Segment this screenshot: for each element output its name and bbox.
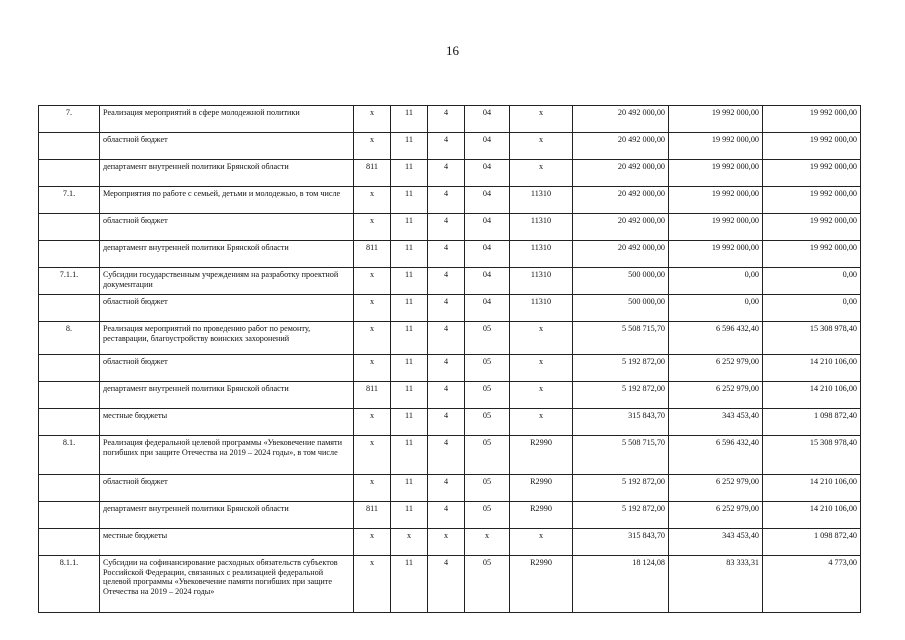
row-amount-year-2: 6 596 432,40 bbox=[669, 436, 763, 475]
table-row bbox=[39, 436, 861, 475]
row-name: департамент внутренней политики Брянской области bbox=[100, 160, 354, 187]
row-name: департамент внутренней политики Брянской области bbox=[100, 382, 354, 409]
row-csr: 05 bbox=[465, 382, 510, 409]
budget-table bbox=[38, 105, 861, 613]
row-pr: 4 bbox=[428, 409, 465, 436]
row-number bbox=[39, 160, 100, 187]
row-grbs: 811 bbox=[354, 160, 391, 187]
row-csr: 04 bbox=[465, 241, 510, 268]
row-amount-year-2: 0,00 bbox=[669, 295, 763, 322]
row-name: Субсидии на софинансирование расходных обязательств субъектов Российской Федерации, связанных с реализацией федеральной целевой программы «Увековечение памяти погибших при защите Отечества на 2019 – 2024 годы» bbox=[100, 556, 354, 613]
row-pr: 4 bbox=[428, 268, 465, 295]
row-grbs: x bbox=[354, 214, 391, 241]
table-row bbox=[39, 529, 861, 556]
row-pr: 4 bbox=[428, 187, 465, 214]
row-amount-year-3: 19 992 000,00 bbox=[763, 160, 861, 187]
row-number bbox=[39, 133, 100, 160]
table-row bbox=[39, 241, 861, 268]
row-amount-year-1: 20 492 000,00 bbox=[573, 214, 669, 241]
row-csr-code: x bbox=[510, 529, 573, 556]
row-csr-code: x bbox=[510, 106, 573, 133]
row-rz: 11 bbox=[391, 475, 428, 502]
row-pr: 4 bbox=[428, 436, 465, 475]
row-amount-year-1: 20 492 000,00 bbox=[573, 187, 669, 214]
row-amount-year-3: 19 992 000,00 bbox=[763, 214, 861, 241]
row-amount-year-1: 315 843,70 bbox=[573, 529, 669, 556]
row-name: областной бюджет bbox=[100, 133, 354, 160]
row-rz: 11 bbox=[391, 322, 428, 355]
row-amount-year-1: 20 492 000,00 bbox=[573, 241, 669, 268]
row-number: 7. bbox=[39, 106, 100, 133]
row-number: 8.1.1. bbox=[39, 556, 100, 613]
row-amount-year-1: 5 192 872,00 bbox=[573, 502, 669, 529]
row-csr: 04 bbox=[465, 133, 510, 160]
row-amount-year-3: 19 992 000,00 bbox=[763, 187, 861, 214]
row-amount-year-2: 83 333,31 bbox=[669, 556, 763, 613]
row-amount-year-1: 20 492 000,00 bbox=[573, 160, 669, 187]
row-csr-code: x bbox=[510, 355, 573, 382]
row-number bbox=[39, 475, 100, 502]
table-row bbox=[39, 556, 861, 613]
row-name: Мероприятия по работе с семьей, детьми и молодежью, в том числе bbox=[100, 187, 354, 214]
row-grbs: x bbox=[354, 133, 391, 160]
row-csr-code: R2990 bbox=[510, 475, 573, 502]
row-csr: 04 bbox=[465, 187, 510, 214]
table-row bbox=[39, 214, 861, 241]
row-pr: 4 bbox=[428, 106, 465, 133]
row-csr: 05 bbox=[465, 355, 510, 382]
row-grbs: x bbox=[354, 529, 391, 556]
row-name: местные бюджеты bbox=[100, 409, 354, 436]
row-name: департамент внутренней политики Брянской области bbox=[100, 241, 354, 268]
row-amount-year-3: 0,00 bbox=[763, 295, 861, 322]
row-csr-code: 11310 bbox=[510, 241, 573, 268]
row-grbs: x bbox=[354, 187, 391, 214]
row-number: 7.1.1. bbox=[39, 268, 100, 295]
row-amount-year-3: 15 308 978,40 bbox=[763, 436, 861, 475]
row-amount-year-3: 14 210 106,00 bbox=[763, 382, 861, 409]
table-row bbox=[39, 355, 861, 382]
row-rz: 11 bbox=[391, 133, 428, 160]
row-csr: 05 bbox=[465, 322, 510, 355]
row-pr: 4 bbox=[428, 502, 465, 529]
row-number bbox=[39, 382, 100, 409]
row-csr-code: x bbox=[510, 160, 573, 187]
row-amount-year-1: 5 508 715,70 bbox=[573, 322, 669, 355]
row-amount-year-3: 19 992 000,00 bbox=[763, 106, 861, 133]
table-row bbox=[39, 268, 861, 295]
row-amount-year-1: 20 492 000,00 bbox=[573, 133, 669, 160]
row-csr: 04 bbox=[465, 106, 510, 133]
row-grbs: x bbox=[354, 106, 391, 133]
row-csr-code: R2990 bbox=[510, 556, 573, 613]
row-amount-year-1: 5 508 715,70 bbox=[573, 436, 669, 475]
row-rz: 11 bbox=[391, 556, 428, 613]
row-amount-year-2: 19 992 000,00 bbox=[669, 106, 763, 133]
row-csr-code: 11310 bbox=[510, 187, 573, 214]
row-grbs: x bbox=[354, 409, 391, 436]
row-number bbox=[39, 502, 100, 529]
row-amount-year-3: 14 210 106,00 bbox=[763, 355, 861, 382]
row-amount-year-3: 19 992 000,00 bbox=[763, 241, 861, 268]
row-number: 7.1. bbox=[39, 187, 100, 214]
row-csr: 05 bbox=[465, 436, 510, 475]
row-number bbox=[39, 529, 100, 556]
row-csr-code: R2990 bbox=[510, 436, 573, 475]
row-pr: 4 bbox=[428, 214, 465, 241]
row-amount-year-2: 19 992 000,00 bbox=[669, 214, 763, 241]
row-amount-year-2: 0,00 bbox=[669, 268, 763, 295]
row-amount-year-2: 6 596 432,40 bbox=[669, 322, 763, 355]
row-rz: 11 bbox=[391, 502, 428, 529]
table-row bbox=[39, 502, 861, 529]
row-number bbox=[39, 214, 100, 241]
row-csr: 05 bbox=[465, 409, 510, 436]
row-amount-year-1: 20 492 000,00 bbox=[573, 106, 669, 133]
row-amount-year-1: 5 192 872,00 bbox=[573, 475, 669, 502]
row-pr: 4 bbox=[428, 295, 465, 322]
row-grbs: x bbox=[354, 268, 391, 295]
row-grbs: 811 bbox=[354, 241, 391, 268]
row-name: местные бюджеты bbox=[100, 529, 354, 556]
row-csr: 05 bbox=[465, 502, 510, 529]
row-amount-year-1: 500 000,00 bbox=[573, 295, 669, 322]
table-row bbox=[39, 106, 861, 133]
row-rz: 11 bbox=[391, 268, 428, 295]
row-name: областной бюджет bbox=[100, 355, 354, 382]
row-grbs: x bbox=[354, 475, 391, 502]
row-rz: 11 bbox=[391, 187, 428, 214]
row-csr-code: x bbox=[510, 322, 573, 355]
row-csr: 04 bbox=[465, 268, 510, 295]
row-amount-year-2: 343 453,40 bbox=[669, 529, 763, 556]
row-csr: x bbox=[465, 529, 510, 556]
row-csr: 04 bbox=[465, 295, 510, 322]
row-number bbox=[39, 241, 100, 268]
row-csr-code: 11310 bbox=[510, 268, 573, 295]
row-grbs: 811 bbox=[354, 502, 391, 529]
row-rz: 11 bbox=[391, 214, 428, 241]
row-csr: 05 bbox=[465, 556, 510, 613]
row-pr: 4 bbox=[428, 355, 465, 382]
row-csr-code: 11310 bbox=[510, 214, 573, 241]
row-rz: 11 bbox=[391, 382, 428, 409]
row-amount-year-2: 19 992 000,00 bbox=[669, 133, 763, 160]
row-number bbox=[39, 355, 100, 382]
row-pr: 4 bbox=[428, 241, 465, 268]
row-name: областной бюджет bbox=[100, 295, 354, 322]
row-csr-code: x bbox=[510, 382, 573, 409]
row-name: областной бюджет bbox=[100, 214, 354, 241]
row-rz: x bbox=[391, 529, 428, 556]
row-csr: 04 bbox=[465, 160, 510, 187]
row-name: Реализация федеральной целевой программы «Увековечение памяти погибших при защите Отечества на 2019 – 2024 годы», в том числе bbox=[100, 436, 354, 475]
row-amount-year-1: 500 000,00 bbox=[573, 268, 669, 295]
table-row bbox=[39, 322, 861, 355]
row-amount-year-2: 6 252 979,00 bbox=[669, 475, 763, 502]
row-amount-year-3: 14 210 106,00 bbox=[763, 502, 861, 529]
row-amount-year-2: 19 992 000,00 bbox=[669, 160, 763, 187]
row-name: Реализация мероприятий по проведению работ по ремонту, реставрации, благоустройству воинских захоронений bbox=[100, 322, 354, 355]
row-amount-year-3: 1 098 872,40 bbox=[763, 529, 861, 556]
row-grbs: x bbox=[354, 436, 391, 475]
row-amount-year-2: 6 252 979,00 bbox=[669, 382, 763, 409]
row-csr: 04 bbox=[465, 214, 510, 241]
row-grbs: x bbox=[354, 355, 391, 382]
row-rz: 11 bbox=[391, 355, 428, 382]
table-row bbox=[39, 409, 861, 436]
row-csr: 05 bbox=[465, 475, 510, 502]
page-number: 16 bbox=[446, 43, 459, 58]
row-amount-year-3: 1 098 872,40 bbox=[763, 409, 861, 436]
table-row bbox=[39, 295, 861, 322]
row-amount-year-1: 315 843,70 bbox=[573, 409, 669, 436]
row-grbs: x bbox=[354, 295, 391, 322]
table-row bbox=[39, 160, 861, 187]
table-row bbox=[39, 475, 861, 502]
row-amount-year-2: 6 252 979,00 bbox=[669, 502, 763, 529]
row-amount-year-1: 5 192 872,00 bbox=[573, 355, 669, 382]
row-rz: 11 bbox=[391, 160, 428, 187]
row-amount-year-2: 19 992 000,00 bbox=[669, 241, 763, 268]
row-amount-year-3: 14 210 106,00 bbox=[763, 475, 861, 502]
row-rz: 11 bbox=[391, 241, 428, 268]
row-number: 8.1. bbox=[39, 436, 100, 475]
row-csr-code: R2990 bbox=[510, 502, 573, 529]
row-number: 8. bbox=[39, 322, 100, 355]
row-amount-year-3: 0,00 bbox=[763, 268, 861, 295]
row-pr: 4 bbox=[428, 133, 465, 160]
row-number bbox=[39, 409, 100, 436]
row-pr: 4 bbox=[428, 322, 465, 355]
row-grbs: x bbox=[354, 556, 391, 613]
row-grbs: 811 bbox=[354, 382, 391, 409]
row-amount-year-1: 18 124,08 bbox=[573, 556, 669, 613]
row-number bbox=[39, 295, 100, 322]
row-name: областной бюджет bbox=[100, 475, 354, 502]
row-name: Реализация мероприятий в сфере молодежной политики bbox=[100, 106, 354, 133]
row-rz: 11 bbox=[391, 409, 428, 436]
row-rz: 11 bbox=[391, 106, 428, 133]
table-row bbox=[39, 187, 861, 214]
row-amount-year-3: 4 773,00 bbox=[763, 556, 861, 613]
row-name: департамент внутренней политики Брянской области bbox=[100, 502, 354, 529]
row-pr: 4 bbox=[428, 160, 465, 187]
row-pr: 4 bbox=[428, 556, 465, 613]
row-pr: 4 bbox=[428, 382, 465, 409]
row-amount-year-3: 19 992 000,00 bbox=[763, 133, 861, 160]
row-pr: x bbox=[428, 529, 465, 556]
row-amount-year-2: 6 252 979,00 bbox=[669, 355, 763, 382]
table-row bbox=[39, 133, 861, 160]
row-name: Субсидии государственным учреждениям на разработку проектной документации bbox=[100, 268, 354, 295]
row-amount-year-1: 5 192 872,00 bbox=[573, 382, 669, 409]
row-amount-year-2: 343 453,40 bbox=[669, 409, 763, 436]
row-amount-year-3: 15 308 978,40 bbox=[763, 322, 861, 355]
row-rz: 11 bbox=[391, 436, 428, 475]
row-rz: 11 bbox=[391, 295, 428, 322]
row-csr-code: x bbox=[510, 133, 573, 160]
row-amount-year-2: 19 992 000,00 bbox=[669, 187, 763, 214]
row-csr-code: x bbox=[510, 409, 573, 436]
row-pr: 4 bbox=[428, 475, 465, 502]
table-row bbox=[39, 382, 861, 409]
row-csr-code: 11310 bbox=[510, 295, 573, 322]
row-grbs: x bbox=[354, 322, 391, 355]
